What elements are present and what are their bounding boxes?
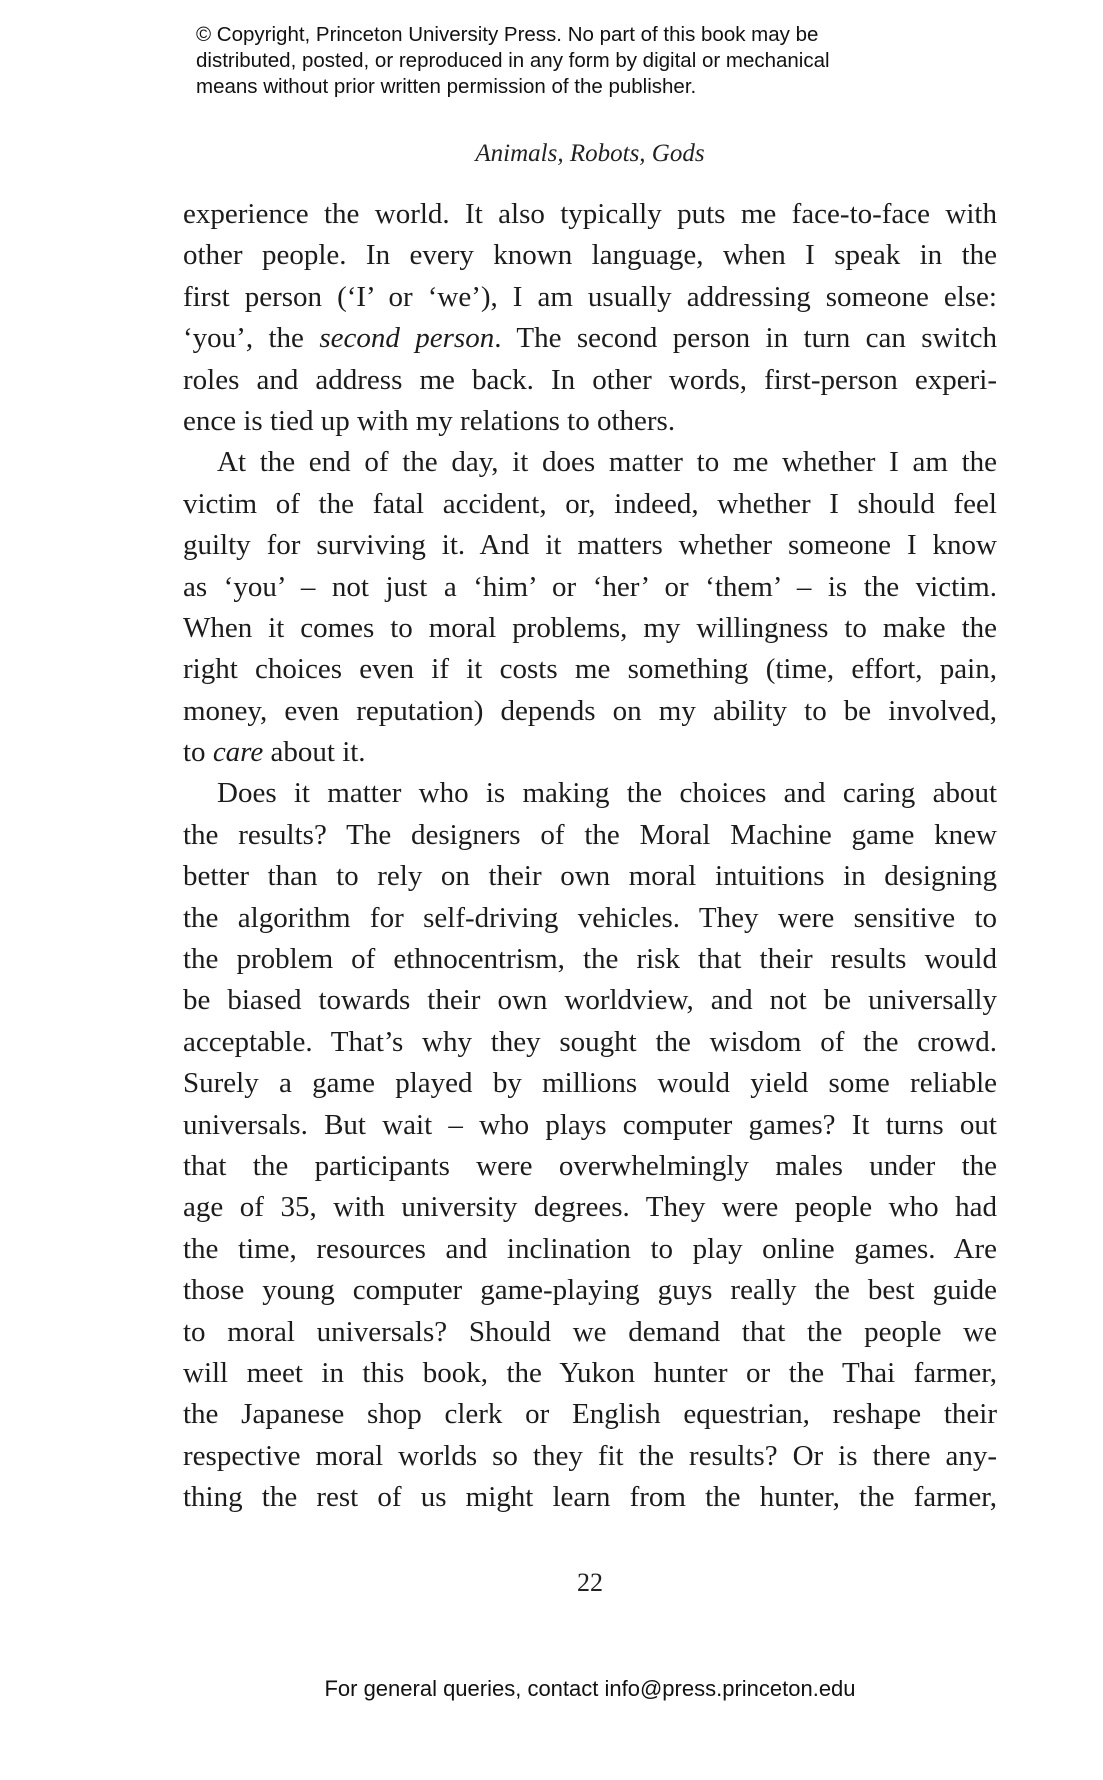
text-line: the problem of ethnocentrism, the risk that their results would	[183, 943, 997, 976]
copyright-notice	[196, 22, 956, 100]
italic-term: second person	[319, 322, 495, 355]
text-line: better than to rely on their own moral intuitions in designing	[183, 860, 997, 893]
text-line: respective moral worlds so they fit the results? Or is there any-	[183, 1439, 997, 1472]
paragraph-start: Does it matter who is making the choices and caring about	[217, 777, 997, 810]
text-run: about it.	[263, 736, 366, 769]
text-line: that the participants were overwhelmingly males under the	[183, 1149, 997, 1182]
text-line: as ‘you’ – not just a ‘him’ or ‘her’ or ‘them’ – is the victim.	[183, 570, 997, 603]
text-line: guilty for surviving it. And it matters whether someone I know	[183, 529, 997, 562]
text-line: the results? The designers of the Moral Machine game knew	[183, 818, 997, 851]
text-line: age of 35, with university degrees. They were people who had	[183, 1191, 997, 1224]
body-text	[183, 194, 997, 1519]
text-line: experience the world. It also typically puts me face-to-face with	[183, 198, 997, 230]
text-line: acceptable. That’s why they sought the wisdom of the crowd.	[183, 1025, 997, 1058]
text-line: the time, resources and inclination to play online games. Are	[183, 1232, 997, 1265]
text-line: ence is tied up with my relations to others.	[183, 404, 676, 437]
text-run: ‘you’, the	[183, 322, 320, 355]
text-run: . The second person in turn can switch	[494, 322, 997, 355]
text-line: right choices even if it costs me something (time, effort, pain,	[183, 653, 997, 686]
copyright-line: means without prior written permission of the publisher.	[196, 75, 697, 98]
page-number: 22	[577, 1568, 603, 1597]
text-line: When it comes to moral problems, my willingness to make the	[183, 611, 997, 644]
text-line: other people. In every known language, when I speak in the	[183, 239, 997, 272]
footer-contact: For general queries, contact info@press.princeton.edu	[324, 1676, 856, 1701]
copyright-line: © Copyright, Princeton University Press. No part of this book may be	[196, 23, 819, 46]
text-line: first person (‘I’ or ‘we’), I am usually addressing someone else:	[183, 280, 997, 313]
text-line: be biased towards their own worldview, and not be universally	[183, 984, 997, 1017]
italic-term: care	[212, 736, 264, 769]
text-line: to moral universals? Should we demand that the people we	[183, 1315, 997, 1348]
text-line: the algorithm for self-driving vehicles. They were sensitive to	[183, 901, 997, 934]
paragraph-start: At the end of the day, it does matter to me whether I am the	[217, 446, 997, 479]
running-head: Animals, Robots, Gods	[475, 140, 705, 167]
text-line	[183, 732, 997, 773]
text-line	[183, 318, 997, 359]
text-line: the Japanese shop clerk or English equestrian, reshape their	[183, 1398, 997, 1431]
text-line: money, even reputation) depends on my ability to be involved,	[183, 694, 997, 727]
text-line: thing the rest of us might learn from the hunter, the farmer,	[183, 1481, 997, 1514]
copyright-line: distributed, posted, or reproduced in any form by digital or mechanical	[196, 49, 830, 72]
text-line: will meet in this book, the Yukon hunter or the Thai farmer,	[183, 1356, 997, 1389]
text-line: roles and address me back. In other words, first-person experi-	[183, 363, 997, 396]
text-line: those young computer game-playing guys really the best guide	[183, 1274, 997, 1307]
text-run: to	[183, 736, 213, 769]
text-line: Surely a game played by millions would yield some reliable	[183, 1067, 997, 1100]
text-line: universals. But wait – who plays computer games? It turns out	[183, 1108, 997, 1141]
text-line: victim of the fatal accident, or, indeed, whether I should feel	[183, 487, 997, 520]
